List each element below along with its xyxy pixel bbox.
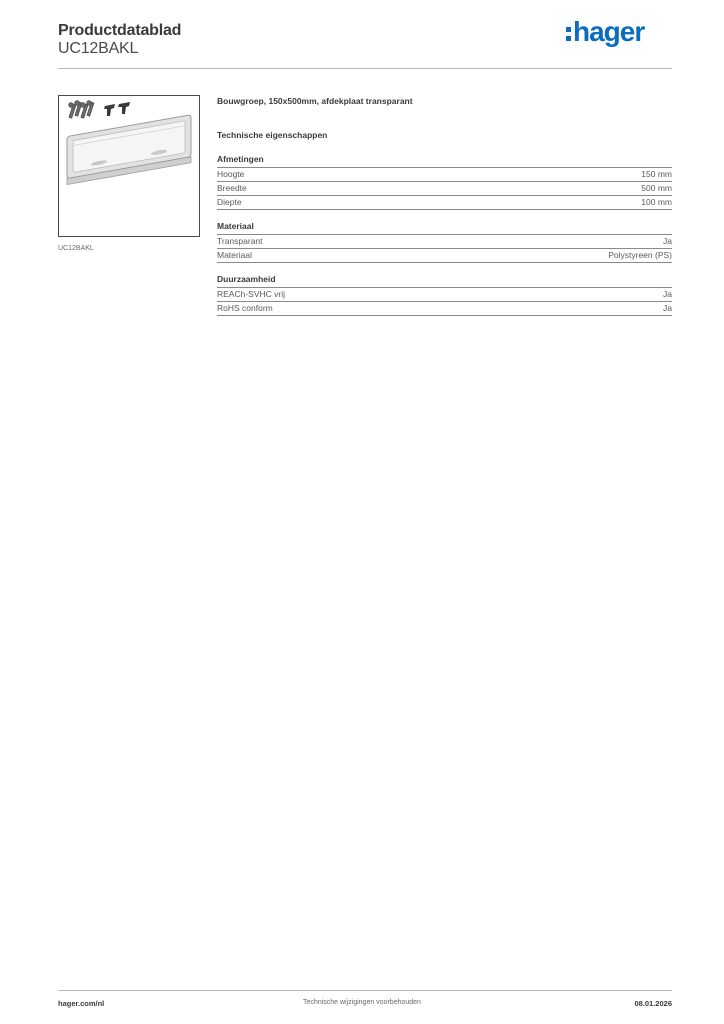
spec-row <box>217 168 672 182</box>
product-image <box>58 95 200 237</box>
spec-label: Diepte <box>217 197 242 207</box>
logo-dots-icon <box>566 27 571 41</box>
spec-value: 500 mm <box>641 183 672 193</box>
logo-text: hager <box>573 16 645 47</box>
spec-row <box>217 182 672 196</box>
spec-value: Polystyreen (PS) <box>608 250 672 260</box>
product-details <box>217 95 672 316</box>
spec-value: Ja <box>663 236 672 246</box>
product-photo-icon <box>59 96 199 236</box>
spec-label: REACh-SVHC vrij <box>217 289 286 299</box>
section-title: Materiaal <box>217 220 672 235</box>
page-title: Productdatablad <box>58 22 182 39</box>
spec-value: 100 mm <box>641 197 672 207</box>
spec-label: Breedte <box>217 183 247 193</box>
product-description: Bouwgroep, 150x500mm, afdekplaat transparant <box>217 96 413 106</box>
header-divider <box>58 68 672 69</box>
footer-divider <box>58 990 672 991</box>
section-materiaal <box>217 220 672 263</box>
spec-value: Ja <box>663 289 672 299</box>
spec-label: Hoogte <box>217 169 245 179</box>
footer-date: 08.01.2026 <box>634 999 672 1008</box>
spec-label: Transparant <box>217 236 263 246</box>
spec-row <box>217 235 672 249</box>
footer-notice: Technische wijzigingen voorbehouden <box>303 999 421 1006</box>
product-code: UC12BAKL <box>58 40 139 57</box>
hager-logo <box>566 16 644 48</box>
spec-row <box>217 288 672 302</box>
spec-value: 150 mm <box>641 169 672 179</box>
image-caption: UC12BAKL <box>58 245 94 252</box>
section-title: Afmetingen <box>217 153 672 168</box>
section-duurzaamheid <box>217 273 672 316</box>
section-afmetingen <box>217 153 672 210</box>
spec-row <box>217 196 672 210</box>
spec-label: Materiaal <box>217 250 252 260</box>
spec-label: RoHS conform <box>217 303 273 313</box>
spec-row <box>217 302 672 316</box>
spec-row <box>217 249 672 263</box>
tech-heading: Technische eigenschappen <box>217 130 328 140</box>
section-title: Duurzaamheid <box>217 273 672 288</box>
footer-website-link[interactable]: hager.com/nl <box>58 999 105 1008</box>
spec-value: Ja <box>663 303 672 313</box>
